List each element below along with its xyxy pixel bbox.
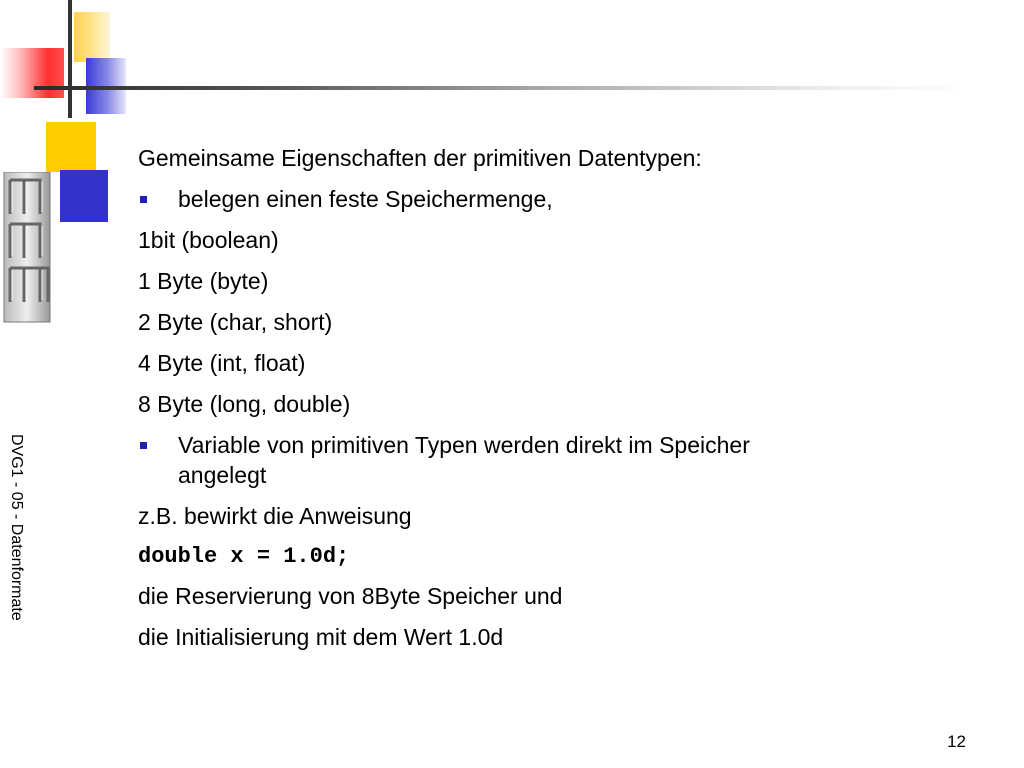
content-line: 1 Byte (byte) bbox=[138, 268, 269, 294]
logo-icon bbox=[2, 172, 56, 324]
bullet-item bbox=[138, 430, 938, 490]
decor-red-square bbox=[0, 48, 64, 98]
bullet-item bbox=[138, 184, 938, 214]
decor-horizontal-line bbox=[34, 86, 974, 90]
slide-content bbox=[138, 143, 938, 663]
decor-blue-square bbox=[60, 170, 108, 222]
content-line: 1bit (boolean) bbox=[138, 227, 279, 253]
bullet-text: belegen einen feste Speichermenge, bbox=[178, 186, 553, 212]
content-line: 4 Byte (int, float) bbox=[138, 350, 306, 376]
code-line: double x = 1.0d; bbox=[138, 544, 350, 569]
square-bullet-icon bbox=[140, 442, 147, 449]
decor-vertical-line bbox=[68, 0, 72, 118]
bullet-text-continued: angelegt bbox=[178, 462, 267, 488]
square-bullet-icon bbox=[140, 196, 147, 203]
slide-side-title: DVG1 - 05 - Datenformate bbox=[8, 434, 25, 621]
page-number: 12 bbox=[947, 732, 966, 751]
content-line: die Reservierung von 8Byte Speicher und bbox=[138, 583, 563, 609]
decor-yellow-square bbox=[46, 122, 96, 172]
bullet-text: Variable von primitiven Typen werden direkt im Speicher bbox=[178, 432, 750, 458]
content-line: 2 Byte (char, short) bbox=[138, 309, 333, 335]
content-heading: Gemeinsame Eigenschaften der primitiven Datentypen: bbox=[138, 145, 702, 171]
content-line: 8 Byte (long, double) bbox=[138, 391, 351, 417]
decor-yellow-square-top bbox=[74, 12, 110, 62]
content-line: z.B. bewirkt die Anweisung bbox=[138, 503, 412, 529]
content-line: die Initialisierung mit dem Wert 1.0d bbox=[138, 624, 504, 650]
